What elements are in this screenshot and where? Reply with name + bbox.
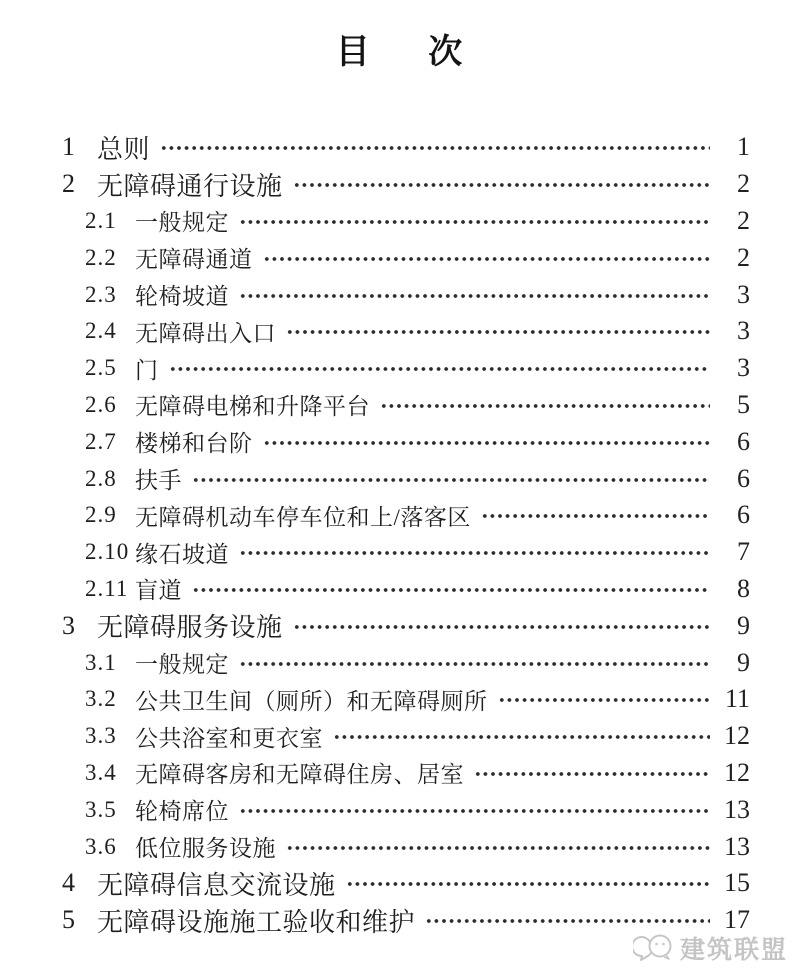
toc-entry-page: 6 bbox=[737, 500, 750, 530]
toc-entry-number: 1 bbox=[62, 132, 76, 162]
toc-entry-page: 6 bbox=[737, 426, 750, 456]
toc-entry-title: 公共卫生间（厕所）和无障碍厕所 bbox=[135, 688, 488, 714]
toc-entry-title: 一般规定 bbox=[135, 652, 229, 678]
toc-entry-page: 12 bbox=[724, 757, 750, 787]
toc-entry-number: 3.4 bbox=[85, 759, 117, 785]
toc-entry-title: 无障碍通道 bbox=[135, 247, 253, 273]
toc-entry bbox=[62, 423, 750, 460]
toc-entry-number: 3.6 bbox=[85, 833, 117, 859]
toc-entry bbox=[62, 203, 750, 240]
toc-entry-number: 2.3 bbox=[85, 281, 117, 307]
toc-entry-number: 2.4 bbox=[85, 318, 117, 344]
toc-entry bbox=[62, 534, 750, 571]
toc-list bbox=[62, 129, 750, 939]
toc-entry-number: 2 bbox=[62, 169, 76, 199]
toc-entry-page: 9 bbox=[737, 647, 750, 677]
toc-entry-title: 轮椅席位 bbox=[135, 799, 229, 825]
toc-entry-page: 11 bbox=[724, 684, 750, 714]
toc-entry-number: 2.2 bbox=[85, 244, 117, 270]
toc-entry-title: 门 bbox=[135, 357, 159, 383]
toc-entry-title: 缘石坡道 bbox=[135, 541, 229, 567]
dot-leader bbox=[286, 844, 710, 852]
dot-leader bbox=[263, 439, 711, 447]
toc-entry-number: 3.1 bbox=[85, 649, 117, 675]
toc-entry-page: 7 bbox=[737, 537, 750, 567]
toc-entry bbox=[62, 166, 750, 203]
toc-entry bbox=[62, 644, 750, 681]
page-title: 目 次 bbox=[335, 34, 465, 71]
toc-entry-page: 5 bbox=[737, 389, 750, 419]
toc-entry-title: 总则 bbox=[97, 134, 151, 164]
toc-entry-page: 13 bbox=[724, 794, 750, 824]
toc-entry-title: 无障碍出入口 bbox=[135, 320, 276, 346]
toc-entry-number: 2.9 bbox=[85, 502, 117, 528]
toc-entry-number: 2.5 bbox=[85, 355, 117, 381]
toc-entry-number: 2.1 bbox=[85, 207, 117, 233]
toc-entry-title: 扶手 bbox=[135, 468, 182, 494]
toc-entry-number: 3.2 bbox=[85, 686, 117, 712]
dot-leader bbox=[169, 365, 711, 373]
toc-entry-title: 无障碍通行设施 bbox=[97, 171, 283, 201]
toc-entry bbox=[62, 571, 750, 608]
toc-entry-page: 3 bbox=[737, 316, 750, 346]
dot-leader bbox=[239, 660, 710, 668]
dot-leader bbox=[293, 181, 710, 189]
toc-entry bbox=[62, 791, 750, 828]
toc-entry bbox=[62, 755, 750, 792]
toc-entry-number: 2.6 bbox=[85, 391, 117, 417]
toc-entry-page: 15 bbox=[724, 868, 750, 898]
toc-entry-title: 无障碍服务设施 bbox=[97, 613, 283, 643]
toc-entry-page: 8 bbox=[737, 573, 750, 603]
toc-entry-page: 3 bbox=[737, 279, 750, 309]
toc-entry-title: 无障碍设施施工验收和维护 bbox=[97, 907, 416, 937]
dot-leader bbox=[239, 292, 710, 300]
toc-entry-title: 无障碍客房和无障碍住房、居室 bbox=[135, 762, 464, 788]
toc-entry-page: 9 bbox=[737, 610, 750, 640]
toc-entry-number: 3.3 bbox=[85, 723, 117, 749]
toc-entry-number: 5 bbox=[62, 905, 76, 935]
toc-entry-title: 无障碍信息交流设施 bbox=[97, 870, 336, 900]
toc-entry-page: 3 bbox=[737, 353, 750, 383]
toc-entry-page: 1 bbox=[737, 132, 750, 162]
toc-entry-page: 17 bbox=[724, 905, 750, 935]
toc-entry-page: 6 bbox=[737, 463, 750, 493]
dot-leader bbox=[474, 770, 710, 778]
dot-leader bbox=[192, 476, 710, 484]
toc-entry bbox=[62, 681, 750, 718]
dot-leader bbox=[239, 549, 710, 557]
toc-entry-title: 楼梯和台阶 bbox=[135, 431, 253, 457]
dot-leader bbox=[263, 255, 711, 263]
dot-leader bbox=[239, 807, 710, 815]
toc-entry-title: 无障碍电梯和升降平台 bbox=[135, 394, 370, 420]
toc-entry-page: 12 bbox=[724, 721, 750, 751]
toc-entry-number: 2.10 bbox=[85, 539, 130, 565]
toc-entry-title: 低位服务设施 bbox=[135, 836, 276, 862]
toc-entry bbox=[62, 865, 750, 902]
dot-leader bbox=[498, 696, 711, 704]
dot-leader bbox=[192, 586, 710, 594]
toc-entry bbox=[62, 718, 750, 755]
toc-entry bbox=[62, 460, 750, 497]
toc-entry-title: 公共浴室和更衣室 bbox=[135, 725, 323, 751]
toc-entry-title: 一般规定 bbox=[135, 210, 229, 236]
toc-entry bbox=[62, 828, 750, 865]
toc-entry-number: 2.8 bbox=[85, 465, 117, 491]
dot-leader bbox=[333, 733, 710, 741]
dot-leader bbox=[160, 144, 710, 152]
dot-leader bbox=[425, 917, 710, 925]
toc-entry-title: 轮椅坡道 bbox=[135, 284, 229, 310]
toc-entry-title: 盲道 bbox=[135, 578, 182, 604]
toc-entry bbox=[62, 313, 750, 350]
toc-entry-number: 3.5 bbox=[85, 796, 117, 822]
dot-leader bbox=[481, 512, 710, 520]
toc-entry bbox=[62, 497, 750, 534]
toc-entry-title: 无障碍机动车停车位和上/落客区 bbox=[135, 504, 471, 530]
toc-entry bbox=[62, 239, 750, 276]
toc-entry bbox=[62, 350, 750, 387]
toc-entry-page: 2 bbox=[737, 242, 750, 272]
chat-bubbles-logo-icon bbox=[633, 932, 675, 964]
toc-entry bbox=[62, 276, 750, 313]
toc-entry-number: 2.11 bbox=[85, 575, 129, 601]
toc-entry bbox=[62, 129, 750, 166]
dot-leader bbox=[286, 328, 710, 336]
dot-leader bbox=[346, 880, 710, 888]
watermark bbox=[633, 930, 788, 966]
toc-entry-number: 4 bbox=[62, 868, 76, 898]
watermark-text: 建筑联盟 bbox=[679, 936, 788, 964]
toc-entry bbox=[62, 387, 750, 424]
toc-entry-page: 13 bbox=[724, 831, 750, 861]
dot-leader bbox=[293, 623, 710, 631]
dot-leader bbox=[239, 218, 710, 226]
toc-entry-number: 3 bbox=[62, 610, 76, 640]
dot-leader bbox=[380, 402, 710, 410]
toc-entry-number: 2.7 bbox=[85, 428, 117, 454]
toc-entry-page: 2 bbox=[737, 169, 750, 199]
toc-entry bbox=[62, 607, 750, 644]
toc-entry-page: 2 bbox=[737, 205, 750, 235]
